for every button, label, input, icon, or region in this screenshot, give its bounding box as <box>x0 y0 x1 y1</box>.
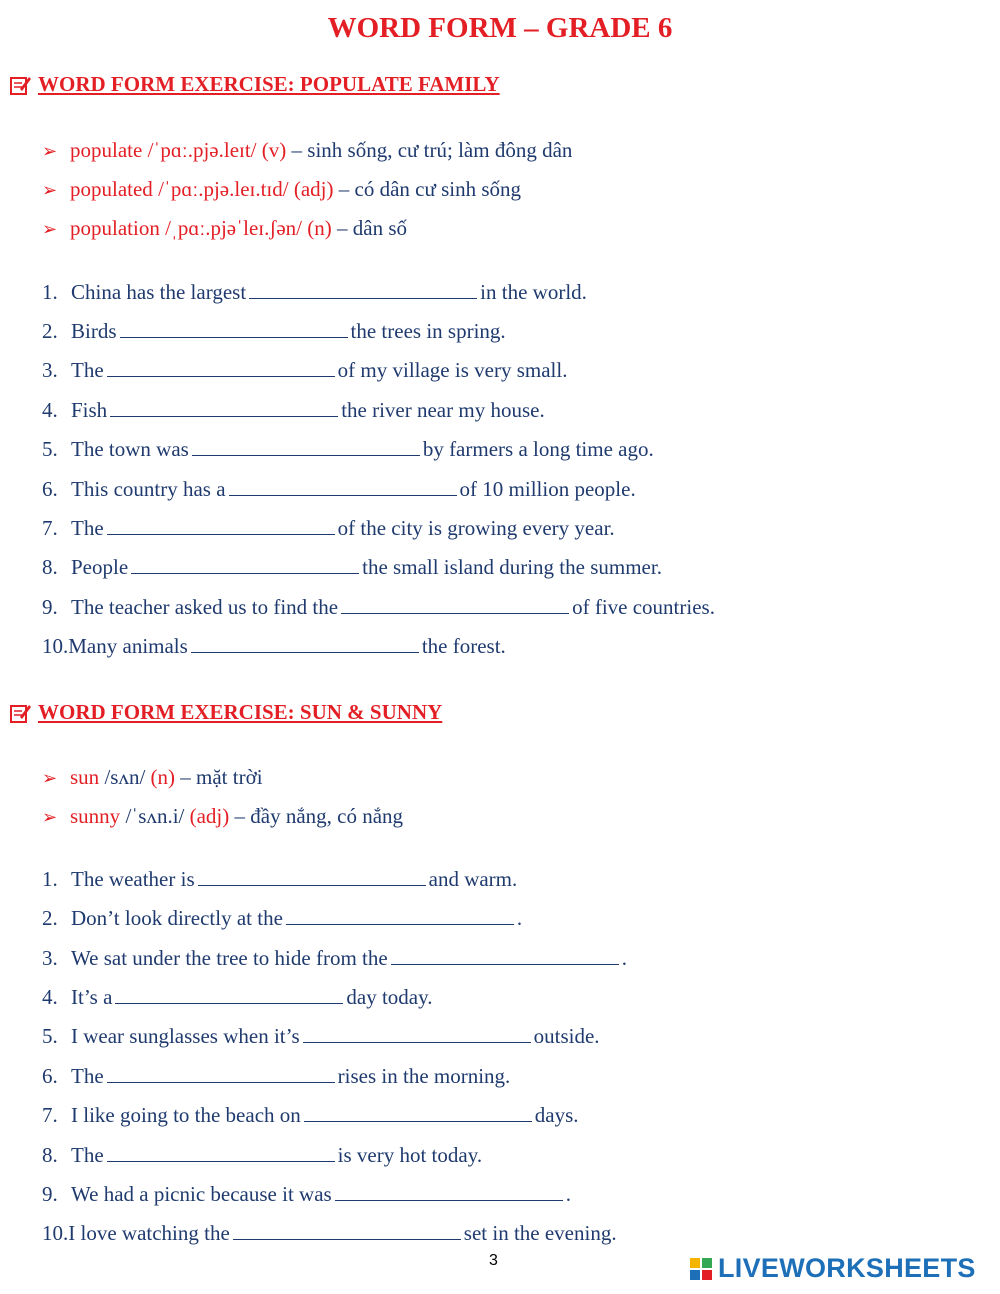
arrow-bullet-icon: ➢ <box>42 141 58 161</box>
section-heading-text: WORD FORM EXERCISE: POPULATE FAMILY <box>38 72 500 96</box>
vocab-word: sunny <box>70 804 121 828</box>
vocab-word: populated <box>70 177 153 201</box>
vocab-word: sun <box>70 765 100 789</box>
vocab-ipa: /ˈsʌn.i/ <box>125 804 185 828</box>
question-item: 7. The of the city is growing every year. <box>42 516 615 540</box>
answer-blank[interactable] <box>110 398 338 417</box>
section-heading-sun <box>10 700 442 725</box>
question-item: 6. This country has a of 10 million people. <box>42 477 636 501</box>
answer-blank[interactable] <box>286 906 514 925</box>
vocab-word: populate <box>70 138 143 162</box>
arrow-bullet-icon: ➢ <box>42 219 58 239</box>
page-number: 3 <box>489 1252 498 1269</box>
question-item: 3. We sat under the tree to hide from the . <box>42 946 627 970</box>
logo-text: LIVEWORKSHEETS <box>718 1253 976 1283</box>
vocab-meaning: – mặt trời <box>180 765 263 789</box>
vocab-ipa: /ˈpɑː.pjə.leɪ.tɪd/ <box>158 177 289 201</box>
question-item: 2. Don’t look directly at the . <box>42 906 523 930</box>
arrow-bullet-icon: ➢ <box>42 180 58 200</box>
answer-blank[interactable] <box>249 280 477 299</box>
vocab-ipa: /ˌpɑː.pjəˈleɪ.ʃən/ <box>165 216 303 240</box>
question-item: 8. People the small island during the summer. <box>42 555 662 579</box>
answer-blank[interactable] <box>107 358 335 377</box>
question-item: 3. The of my village is very small. <box>42 358 568 382</box>
answer-blank[interactable] <box>131 555 359 574</box>
vocab-meaning: – đầy nắng, có nắng <box>234 804 404 828</box>
logo-grid-icon <box>690 1258 712 1280</box>
answer-blank[interactable] <box>198 867 426 886</box>
question-item: 5. I wear sunglasses when it’s outside. <box>42 1024 600 1048</box>
question-item: 5. The town was by farmers a long time ago. <box>42 437 654 461</box>
page-title: WORD FORM – GRADE 6 <box>327 12 673 44</box>
vocab-item-populate <box>42 138 572 163</box>
answer-blank[interactable] <box>233 1221 461 1240</box>
answer-blank[interactable] <box>115 985 343 1004</box>
arrow-bullet-icon: ➢ <box>42 807 58 827</box>
vocab-meaning: – sinh sống, cư trú; làm đông dân <box>291 138 573 162</box>
question-item: 6. The rises in the morning. <box>42 1064 511 1088</box>
answer-blank[interactable] <box>107 1143 335 1162</box>
memo-icon <box>10 75 32 95</box>
vocab-item-population <box>42 216 407 241</box>
question-item: 1. The weather is and warm. <box>42 867 518 891</box>
answer-blank[interactable] <box>229 477 457 496</box>
question-item: 9. The teacher asked us to find the of five countries. <box>42 595 715 619</box>
answer-blank[interactable] <box>335 1182 563 1201</box>
answer-blank[interactable] <box>107 1064 335 1083</box>
answer-blank[interactable] <box>304 1103 532 1122</box>
question-item: 4. It’s a day today. <box>42 985 433 1009</box>
liveworksheets-logo <box>690 1253 976 1284</box>
vocab-ipa: /ˈpɑː.pjə.leɪt/ <box>147 138 257 162</box>
memo-icon <box>10 703 32 723</box>
vocab-item-sun <box>42 765 263 790</box>
vocab-pos: (v) <box>261 138 287 162</box>
vocab-word: population <box>70 216 160 240</box>
vocab-pos: (adj) <box>293 177 334 201</box>
vocab-pos: (adj) <box>189 804 230 828</box>
answer-blank[interactable] <box>341 595 569 614</box>
vocab-pos: (n) <box>150 765 176 789</box>
vocab-item-populated <box>42 177 521 202</box>
answer-blank[interactable] <box>107 516 335 535</box>
answer-blank[interactable] <box>391 946 619 965</box>
question-item: 2. Birds the trees in spring. <box>42 319 506 343</box>
vocab-pos: (n) <box>307 216 332 240</box>
question-item: 8. The is very hot today. <box>42 1143 483 1167</box>
vocab-ipa: /sʌn/ <box>104 765 146 789</box>
question-item: 4. Fish the river near my house. <box>42 398 545 422</box>
question-item: 9. We had a picnic because it was . <box>42 1182 571 1206</box>
vocab-item-sunny <box>42 804 403 829</box>
answer-blank[interactable] <box>191 634 419 653</box>
answer-blank[interactable] <box>120 319 348 338</box>
answer-blank[interactable] <box>192 437 420 456</box>
answer-blank[interactable] <box>303 1024 531 1043</box>
question-item: 7. I like going to the beach on days. <box>42 1103 579 1127</box>
vocab-meaning: – có dân cư sinh sống <box>338 177 522 201</box>
arrow-bullet-icon: ➢ <box>42 768 58 788</box>
vocab-meaning: – dân số <box>337 216 408 240</box>
question-item: 10.I love watching the set in the evening. <box>42 1221 617 1245</box>
question-item: 1. China has the largest in the world. <box>42 280 587 304</box>
section-heading-text: WORD FORM EXERCISE: SUN & SUNNY <box>38 700 443 724</box>
question-item: 10.Many animals the forest. <box>42 634 506 658</box>
section-heading-populate <box>10 72 500 97</box>
